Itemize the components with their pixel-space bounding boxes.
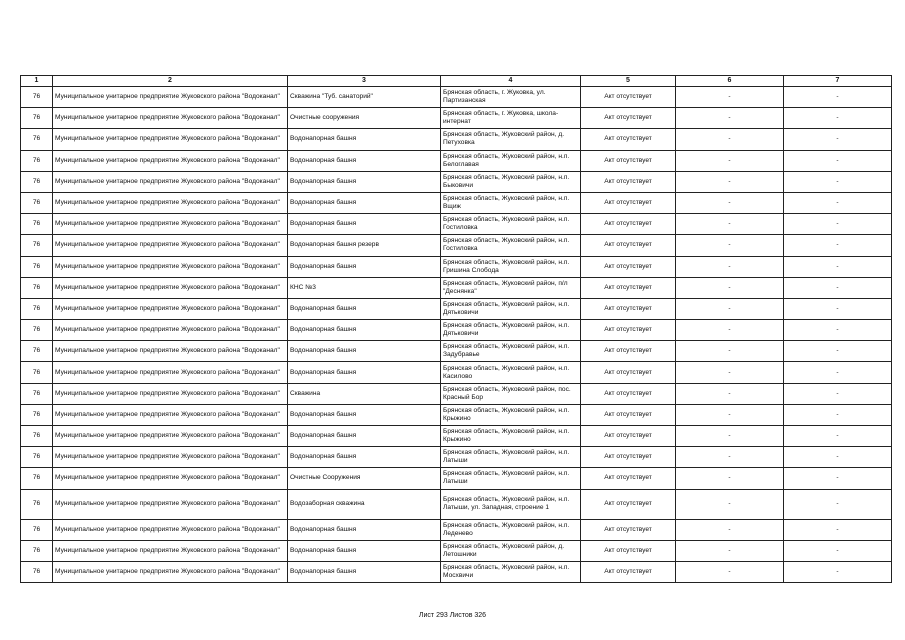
table-cell-col-6: - [676, 320, 784, 341]
table-cell-col-1: 76 [21, 214, 53, 235]
table-cell-col-3: Водонапорная башня [288, 256, 441, 277]
table-row [21, 277, 892, 298]
table-cell-col-5: Акт отсутствует [581, 519, 676, 540]
table-row [21, 362, 892, 383]
table-cell-col-1: 76 [21, 540, 53, 561]
table-cell-col-2: Муниципальное унитарное предприятие Жуковского района "Водоканал" [53, 519, 288, 540]
table-cell-col-7: - [784, 129, 892, 150]
table-cell-col-5: Акт отсутствует [581, 87, 676, 108]
table-cell-col-3: КНС №3 [288, 277, 441, 298]
table-cell-col-3: Водонапорная башня [288, 519, 441, 540]
column-header-2: 2 [53, 76, 288, 87]
table-row [21, 129, 892, 150]
table-cell-col-2: Муниципальное унитарное предприятие Жуковского района "Водоканал" [53, 214, 288, 235]
table-cell-col-7: - [784, 341, 892, 362]
table-cell-col-6: - [676, 519, 784, 540]
table-row [21, 214, 892, 235]
register-table [20, 75, 892, 583]
table-cell-col-2: Муниципальное унитарное предприятие Жуковского района "Водоканал" [53, 256, 288, 277]
table-cell-col-2: Муниципальное унитарное предприятие Жуковского района "Водоканал" [53, 489, 288, 519]
table-cell-col-5: Акт отсутствует [581, 277, 676, 298]
table-cell-col-1: 76 [21, 320, 53, 341]
table-cell-col-7: - [784, 468, 892, 489]
column-header-6: 6 [676, 76, 784, 87]
table-cell-col-2: Муниципальное унитарное предприятие Жуковского района "Водоканал" [53, 404, 288, 425]
table-cell-col-7: - [784, 277, 892, 298]
table-cell-col-1: 76 [21, 235, 53, 256]
table-cell-col-2: Муниципальное унитарное предприятие Жуковского района "Водоканал" [53, 171, 288, 192]
table-cell-col-2: Муниципальное унитарное предприятие Жуковского района "Водоканал" [53, 192, 288, 213]
table-cell-col-7: - [784, 383, 892, 404]
table-row [21, 298, 892, 319]
table-cell-col-7: - [784, 540, 892, 561]
header-row [21, 76, 892, 87]
column-header-7: 7 [784, 76, 892, 87]
table-cell-col-4: Брянская область, Жуковский район, н.п. Вщиж [441, 192, 581, 213]
table-cell-col-6: - [676, 489, 784, 519]
table-cell-col-4: Брянская область, Жуковский район, н.п. Латыши, ул. Западная, строение 1 [441, 489, 581, 519]
table-body [21, 87, 892, 583]
table-cell-col-1: 76 [21, 256, 53, 277]
table-cell-col-6: - [676, 150, 784, 171]
table-row [21, 256, 892, 277]
table-row [21, 320, 892, 341]
table-cell-col-5: Акт отсутствует [581, 108, 676, 129]
table-cell-col-3: Водонапорная башня [288, 341, 441, 362]
table-cell-col-3: Скважина "Туб. санаторий" [288, 87, 441, 108]
table-cell-col-5: Акт отсутствует [581, 561, 676, 582]
table-cell-col-5: Акт отсутствует [581, 362, 676, 383]
table-cell-col-7: - [784, 561, 892, 582]
table-cell-col-5: Акт отсутствует [581, 404, 676, 425]
table-cell-col-7: - [784, 404, 892, 425]
table-cell-col-3: Водонапорная башня [288, 298, 441, 319]
table-cell-col-2: Муниципальное унитарное предприятие Жуковского района "Водоканал" [53, 108, 288, 129]
table-cell-col-4: Брянская область, Жуковский район, н.п. Гришина Слобода [441, 256, 581, 277]
table-row [21, 150, 892, 171]
table-cell-col-6: - [676, 192, 784, 213]
table-cell-col-4: Брянская область, Жуковский район, пос. Красный Бор [441, 383, 581, 404]
table-cell-col-4: Брянская область, г. Жуковка, ул. Партизанская [441, 87, 581, 108]
table-cell-col-7: - [784, 362, 892, 383]
table-cell-col-6: - [676, 171, 784, 192]
table-cell-col-4: Брянская область, Жуковский район, н.п. Дятьковичи [441, 320, 581, 341]
table-cell-col-3: Водонапорная башня [288, 150, 441, 171]
table-cell-col-4: Брянская область, Жуковский район, п/л "Деснянка" [441, 277, 581, 298]
table-row [21, 383, 892, 404]
table-row [21, 426, 892, 447]
table-cell-col-3: Водонапорная башня [288, 447, 441, 468]
table-cell-col-7: - [784, 320, 892, 341]
table-cell-col-3: Водонапорная башня [288, 129, 441, 150]
table-cell-col-2: Муниципальное унитарное предприятие Жуковского района "Водоканал" [53, 383, 288, 404]
table-cell-col-4: Брянская область, Жуковский район, н.п. Гостиловка [441, 235, 581, 256]
table-cell-col-4: Брянская область, Жуковский район, н.п. Латыши [441, 468, 581, 489]
table-cell-col-5: Акт отсутствует [581, 256, 676, 277]
table-cell-col-3: Очистные сооружения [288, 108, 441, 129]
table-cell-col-7: - [784, 108, 892, 129]
table-cell-col-6: - [676, 341, 784, 362]
table-cell-col-4: Брянская область, Жуковский район, н.п. Касилово [441, 362, 581, 383]
table-cell-col-7: - [784, 519, 892, 540]
table-cell-col-5: Акт отсутствует [581, 150, 676, 171]
table-cell-col-7: - [784, 489, 892, 519]
table-cell-col-5: Акт отсутствует [581, 235, 676, 256]
table-cell-col-5: Акт отсутствует [581, 192, 676, 213]
table-cell-col-7: - [784, 447, 892, 468]
table-cell-col-6: - [676, 214, 784, 235]
column-header-1: 1 [21, 76, 53, 87]
table-cell-col-5: Акт отсутствует [581, 171, 676, 192]
table-cell-col-1: 76 [21, 383, 53, 404]
table-cell-col-5: Акт отсутствует [581, 468, 676, 489]
table-row [21, 235, 892, 256]
table-cell-col-2: Муниципальное унитарное предприятие Жуковского района "Водоканал" [53, 320, 288, 341]
table-cell-col-7: - [784, 298, 892, 319]
table-cell-col-3: Водонапорная башня [288, 561, 441, 582]
column-header-3: 3 [288, 76, 441, 87]
table-cell-col-2: Муниципальное унитарное предприятие Жуковского района "Водоканал" [53, 561, 288, 582]
table-cell-col-1: 76 [21, 561, 53, 582]
table-cell-col-3: Водозаборная скважина [288, 489, 441, 519]
table-cell-col-1: 76 [21, 277, 53, 298]
table-cell-col-7: - [784, 87, 892, 108]
table-cell-col-4: Брянская область, Жуковский район, д. Петуховка [441, 129, 581, 150]
table-cell-col-5: Акт отсутствует [581, 214, 676, 235]
table-cell-col-3: Скважина [288, 383, 441, 404]
table-cell-col-3: Очистные Сооружения [288, 468, 441, 489]
table-cell-col-6: - [676, 383, 784, 404]
table-cell-col-4: Брянская область, Жуковский район, н.п. Задубравье [441, 341, 581, 362]
table-cell-col-6: - [676, 447, 784, 468]
table-cell-col-3: Водонапорная башня [288, 320, 441, 341]
table-row [21, 108, 892, 129]
table-cell-col-5: Акт отсутствует [581, 447, 676, 468]
table-cell-col-1: 76 [21, 468, 53, 489]
table-cell-col-5: Акт отсутствует [581, 129, 676, 150]
table-cell-col-3: Водонапорная башня [288, 171, 441, 192]
table-cell-col-7: - [784, 426, 892, 447]
table-cell-col-2: Муниципальное унитарное предприятие Жуковского района "Водоканал" [53, 298, 288, 319]
table-cell-col-6: - [676, 561, 784, 582]
table-cell-col-2: Муниципальное унитарное предприятие Жуковского района "Водоканал" [53, 235, 288, 256]
table-row [21, 447, 892, 468]
table-row [21, 519, 892, 540]
table-cell-col-6: - [676, 256, 784, 277]
table-cell-col-5: Акт отсутствует [581, 341, 676, 362]
table-cell-col-4: Брянская область, Жуковский район, н.п. Дятьковичи [441, 298, 581, 319]
column-header-5: 5 [581, 76, 676, 87]
table-cell-col-1: 76 [21, 129, 53, 150]
table-cell-col-1: 76 [21, 171, 53, 192]
table-cell-col-4: Брянская область, г. Жуковка, школа-интернат [441, 108, 581, 129]
table-cell-col-2: Муниципальное унитарное предприятие Жуковского района "Водоканал" [53, 447, 288, 468]
table-cell-col-3: Водонапорная башня [288, 214, 441, 235]
table-cell-col-2: Муниципальное унитарное предприятие Жуковского района "Водоканал" [53, 341, 288, 362]
table-cell-col-3: Водонапорная башня [288, 426, 441, 447]
table-cell-col-1: 76 [21, 447, 53, 468]
table-cell-col-4: Брянская область, Жуковский район, д. Летошники [441, 540, 581, 561]
table-cell-col-5: Акт отсутствует [581, 320, 676, 341]
table-cell-col-1: 76 [21, 298, 53, 319]
table-cell-col-5: Акт отсутствует [581, 383, 676, 404]
table-cell-col-1: 76 [21, 87, 53, 108]
table-cell-col-3: Водонапорная башня [288, 192, 441, 213]
table-cell-col-4: Брянская область, Жуковский район, н.п. Крыжино [441, 404, 581, 425]
table-cell-col-1: 76 [21, 150, 53, 171]
table-cell-col-6: - [676, 298, 784, 319]
table-cell-col-7: - [784, 256, 892, 277]
table-cell-col-4: Брянская область, Жуковский район, н.п. Белоглавая [441, 150, 581, 171]
table-cell-col-1: 76 [21, 362, 53, 383]
table-cell-col-6: - [676, 129, 784, 150]
table-cell-col-6: - [676, 108, 784, 129]
table-cell-col-1: 76 [21, 519, 53, 540]
table-cell-col-3: Водонапорная башня [288, 404, 441, 425]
table-cell-col-3: Водонапорная башня резерв [288, 235, 441, 256]
table-cell-col-1: 76 [21, 192, 53, 213]
table-cell-col-7: - [784, 235, 892, 256]
table-cell-col-7: - [784, 150, 892, 171]
table-row [21, 192, 892, 213]
table-cell-col-4: Брянская область, Жуковский район, н.п. Быковичи [441, 171, 581, 192]
table-cell-col-5: Акт отсутствует [581, 298, 676, 319]
table-row [21, 341, 892, 362]
table-cell-col-6: - [676, 87, 784, 108]
table-cell-col-7: - [784, 192, 892, 213]
table-cell-col-6: - [676, 235, 784, 256]
table-cell-col-2: Муниципальное унитарное предприятие Жуковского района "Водоканал" [53, 468, 288, 489]
table-cell-col-2: Муниципальное унитарное предприятие Жуковского района "Водоканал" [53, 129, 288, 150]
table-cell-col-3: Водонапорная башня [288, 362, 441, 383]
table-cell-col-6: - [676, 362, 784, 383]
page-number: Лист 293 Листов 326 [418, 612, 487, 619]
table-cell-col-7: - [784, 214, 892, 235]
table-cell-col-7: - [784, 171, 892, 192]
column-header-4: 4 [441, 76, 581, 87]
table-cell-col-1: 76 [21, 404, 53, 425]
table-cell-col-6: - [676, 277, 784, 298]
table-cell-col-2: Муниципальное унитарное предприятие Жуковского района "Водоканал" [53, 426, 288, 447]
table-cell-col-1: 76 [21, 426, 53, 447]
table-row [21, 561, 892, 582]
table-cell-col-5: Акт отсутствует [581, 540, 676, 561]
table-cell-col-5: Акт отсутствует [581, 489, 676, 519]
table-row [21, 540, 892, 561]
table-cell-col-2: Муниципальное унитарное предприятие Жуковского района "Водоканал" [53, 362, 288, 383]
table-cell-col-3: Водонапорная башня [288, 540, 441, 561]
table-cell-col-6: - [676, 540, 784, 561]
table-cell-col-4: Брянская область, Жуковский район, н.п. Леденево [441, 519, 581, 540]
table-cell-col-2: Муниципальное унитарное предприятие Жуковского района "Водоканал" [53, 150, 288, 171]
table-row [21, 404, 892, 425]
table-cell-col-1: 76 [21, 108, 53, 129]
table-cell-col-2: Муниципальное унитарное предприятие Жуковского района "Водоканал" [53, 540, 288, 561]
table-cell-col-1: 76 [21, 341, 53, 362]
table-cell-col-4: Брянская область, Жуковский район, н.п. Гостиловка [441, 214, 581, 235]
table-cell-col-4: Брянская область, Жуковский район, н.п. Мосхвичи [441, 561, 581, 582]
table-cell-col-6: - [676, 468, 784, 489]
table-cell-col-5: Акт отсутствует [581, 426, 676, 447]
table-row [21, 171, 892, 192]
table-cell-col-4: Брянская область, Жуковский район, н.п. Крыжино [441, 426, 581, 447]
table-cell-col-4: Брянская область, Жуковский район, н.п. Латыши [441, 447, 581, 468]
table-row [21, 468, 892, 489]
table-row [21, 489, 892, 519]
table-cell-col-6: - [676, 404, 784, 425]
table-cell-col-2: Муниципальное унитарное предприятие Жуковского района "Водоканал" [53, 277, 288, 298]
table-cell-col-6: - [676, 426, 784, 447]
table-row [21, 87, 892, 108]
table-cell-col-1: 76 [21, 489, 53, 519]
table-cell-col-2: Муниципальное унитарное предприятие Жуковского района "Водоканал" [53, 87, 288, 108]
